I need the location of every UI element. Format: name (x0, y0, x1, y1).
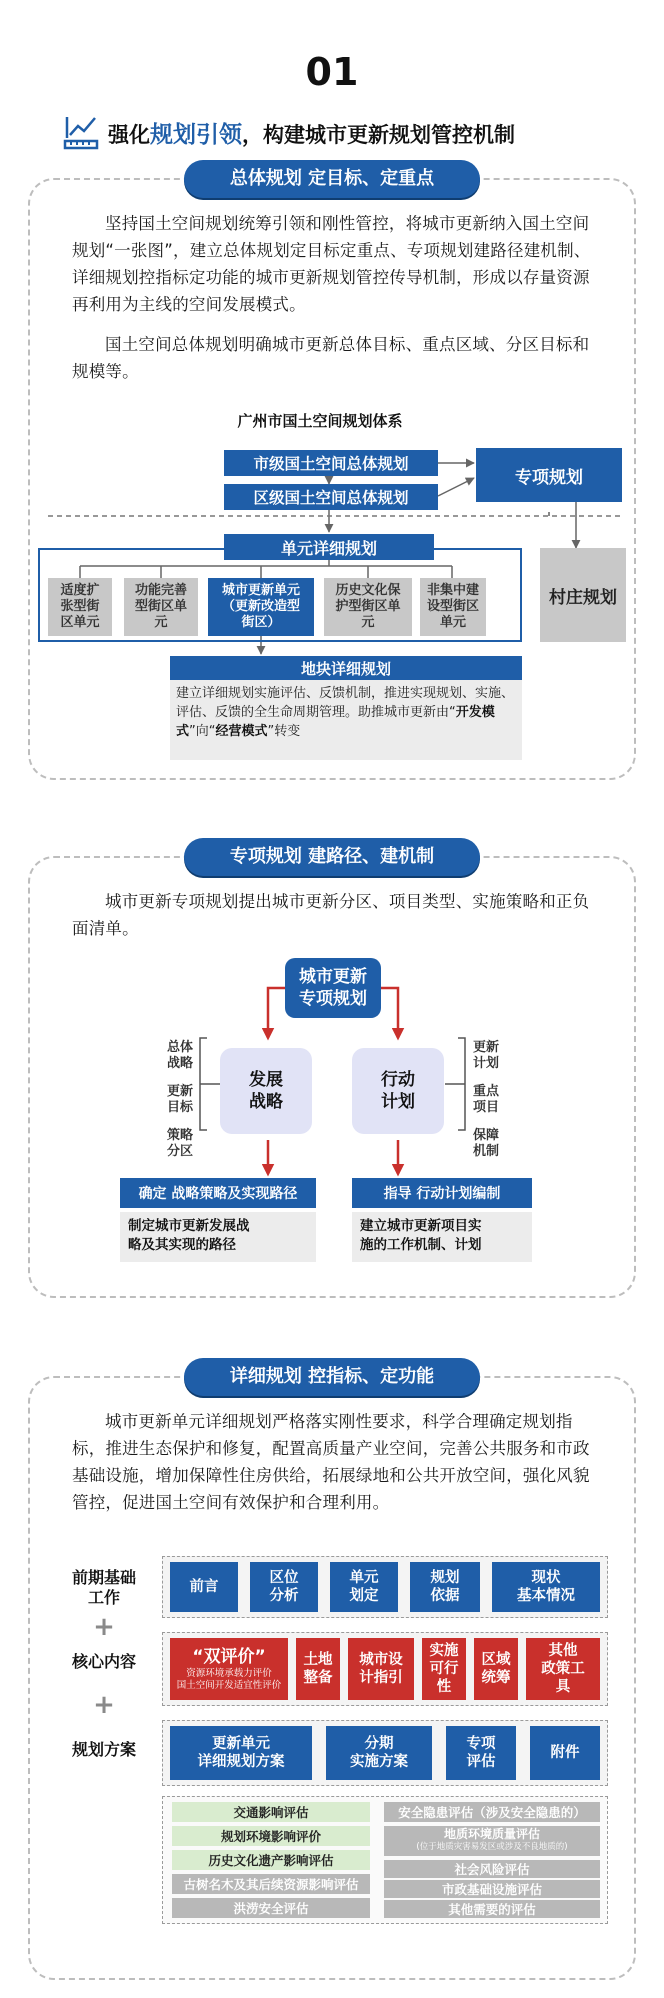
pill-overall-planning: 总体规划 定目标、定重点 (184, 160, 480, 198)
label-strategy-zone: 策略 分区 (166, 1128, 193, 1159)
urban-renewal-special-plan: 城市更新 专项规划 (285, 958, 381, 1018)
sub-unit-urban-renewal: 城市更新单元 （更新改造型 街区） (208, 578, 314, 636)
headline-highlight: 规划引领 (150, 122, 242, 148)
sub-unit-heritage: 历史文化保 护型街区单 元 (324, 578, 412, 636)
label-overall-strategy: 总体 战略 (166, 1040, 193, 1071)
sub-unit-non-central: 非集中建 设型街区 单元 (420, 578, 486, 636)
plot-detail-plan-box: 地块详细规划 (170, 656, 522, 680)
row-label-preliminary: 前期基础 工作 (71, 1568, 136, 1607)
label-renewal-target: 更新 目标 (166, 1084, 193, 1115)
sub-unit-expansion: 适度扩 张型街 区单元 (48, 578, 112, 636)
cell-plan-basis: 规划 依据 (410, 1562, 480, 1612)
cell-special-assessment: 专项 评估 (446, 1726, 516, 1780)
action-plan-box: 行动 计划 (352, 1048, 444, 1134)
eval-heritage: 历史文化遗产影响评估 (172, 1850, 370, 1870)
plus-sign-2: + (93, 1690, 115, 1720)
panel3-paragraph (72, 1408, 602, 1516)
dual-eval-sub1: 资源环境承载力评价 (186, 1668, 272, 1679)
dual-eval-sub2: 国土空间开发适宜性评价 (176, 1680, 282, 1691)
special-plan-connectors (0, 860, 664, 1180)
cell-phased-plan: 分期 实施方案 (326, 1726, 432, 1780)
cell-attachment: 附件 (530, 1726, 600, 1780)
eval-safety-hazard: 安全隐患评估（涉及安全隐患的） (384, 1802, 600, 1822)
eval-geology-main: 地质环境质量评估 (443, 1827, 540, 1841)
plot-note-a: 建立详细规划实施评估、反馈机制，推进实现规划、实施、评估、反馈的全生命周期管理。助推城市更新由“ (176, 686, 515, 720)
plot-plan-note (170, 680, 522, 760)
plot-note-d: 经营模式 (215, 724, 268, 739)
eval-ancient-trees: 古树名木及其后续资源影响评估 (172, 1874, 370, 1894)
cell-feasibility: 实施 可行 性 (422, 1638, 466, 1700)
cell-urban-design: 城市设 计指引 (348, 1638, 414, 1700)
unit-detail-plan-box: 单元详细规划 (224, 534, 434, 560)
cell-unit-detail-plan: 更新单元 详细规划方案 (170, 1726, 312, 1780)
strategy-path-desc: 制定城市更新发展战 略及其实现的路径 (120, 1212, 316, 1262)
plot-note-c: ”向“ (189, 724, 216, 739)
cell-dual-evaluation (170, 1638, 288, 1700)
cell-regional-coordination: 区域 统筹 (474, 1638, 518, 1700)
panel1-para2: 国土空间总体规划明确城市更新总体目标、重点区域、分区目标和规模等。 (72, 335, 590, 381)
cell-preface: 前言 (170, 1562, 238, 1612)
plot-note-b: 开发模式 (176, 705, 495, 739)
dual-eval-title: “双评价” (192, 1647, 266, 1667)
panel1-para1: 坚持国土空间规划统筹引领和刚性管控，将城市更新纳入国土空间规划“一张图”，建立总体规划定目标定重点、专项规划建路径建机制、详细规划控指标定功能的城市更新规划管控传导机制，形成以存量资源再利用为主线的空间发展模式。 (72, 214, 591, 314)
village-plan-box: 村庄规划 (540, 548, 626, 642)
row-label-core: 核心内容 (71, 1652, 136, 1671)
cell-current-status: 现状 基本情况 (492, 1562, 600, 1612)
pill-detail-planning: 详细规划 控指标、定功能 (184, 1358, 480, 1396)
eval-traffic: 交通影响评估 (172, 1802, 370, 1822)
label-key-projects: 重点 项目 (472, 1084, 499, 1115)
eval-geology (384, 1826, 600, 1856)
section-number: 01 (305, 50, 359, 94)
action-guide-bar: 指导 行动计划编制 (352, 1178, 532, 1208)
eval-social-risk: 社会风险评估 (384, 1860, 600, 1878)
headline-part2: ，构建城市更新规划管控机制 (242, 123, 515, 147)
cell-location: 区位 分析 (250, 1562, 318, 1612)
panel3-para: 城市更新单元详细规划严格落实刚性要求，科学合理确定规划指标，推进生态保护和修复，配置高质量产业空间，完善公共服务和市政基础设施，增加保障性住房供给，拓展绿地和公共开放空间，强化风貌管控，促进国土空间有效保护和合理利用。 (72, 1412, 590, 1512)
pill-special-planning: 专项规划 建路径、建机制 (184, 838, 480, 876)
strategy-path-bar: 确定 战略策略及实现路径 (120, 1178, 316, 1208)
plus-sign-1: + (93, 1612, 115, 1642)
special-plan-box: 专项规划 (476, 448, 622, 502)
headline-part1: 强化 (108, 123, 150, 147)
eval-flood-safety: 洪涝安全评估 (172, 1898, 370, 1918)
cell-unit-delineation: 单元 划定 (330, 1562, 398, 1612)
eval-municipal: 市政基础设施评估 (384, 1880, 600, 1898)
eval-geology-sub: (位于地质灾害易发区或涉及不良地质的) (416, 1842, 568, 1852)
cell-land-consolidation: 土地 整备 (296, 1638, 340, 1700)
district-level-plan-box: 区级国土空间总体规划 (224, 484, 438, 510)
label-renewal-plan: 更新 计划 (472, 1040, 499, 1071)
city-level-plan-box: 市级国土空间总体规划 (224, 450, 438, 476)
plot-note-e: ”转变 (267, 724, 301, 739)
label-guarantee-mechanism: 保障 机制 (472, 1128, 499, 1159)
development-strategy-box: 发展 战略 (220, 1048, 312, 1134)
action-guide-desc: 建立城市更新项目实 施的工作机制、计划 (352, 1212, 532, 1262)
sub-unit-function: 功能完善 型街区单 元 (124, 578, 198, 636)
cell-policy-tools: 其他 政策工 具 (526, 1638, 600, 1700)
panel2-para: 城市更新专项规划提出城市更新分区、项目类型、实施策略和正负面清单。 (72, 892, 590, 938)
row-label-plan: 规划方案 (71, 1740, 136, 1759)
eval-other: 其他需要的评估 (384, 1900, 600, 1918)
planning-system-title: 广州市国土空间规划体系 (237, 412, 403, 430)
eval-environment: 规划环境影响评价 (172, 1826, 370, 1846)
